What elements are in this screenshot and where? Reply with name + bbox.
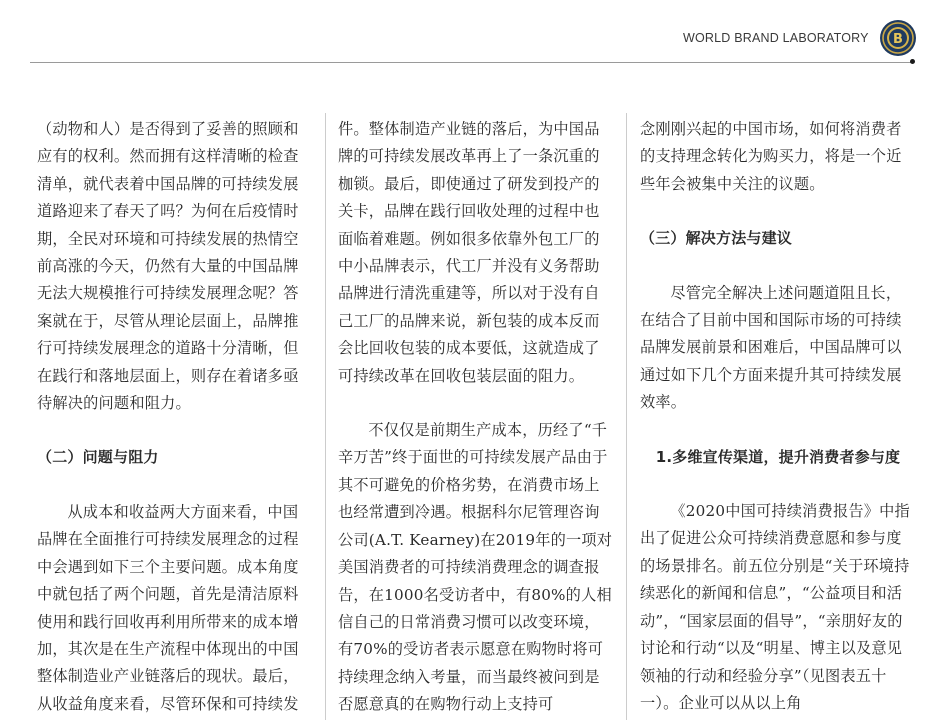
paragraph: 从成本和收益两大方面来看，中国品牌在全面推行可持续发展理念的过程中会遇到如下三个主要问题。成本角度中就包括了两个问题，首先是清洁原料使用和践行回收再利用所带来的成本增加，其次是在生产流程中体现出的中国整体制造业产业链落后的现状。最后，从收益角度来看，尽管环保和可持续发 [37,502,299,713]
brand-name: WORLD BRAND LABORATORY [683,31,869,45]
header-dot [910,59,915,64]
paragraph: 件。整体制造产业链的落后，为中国品牌的可持续发展改革再上了一条沉重的枷锁。最后，即使通过了研发到投产的关卡，品牌在践行回收处理的过程中也面临着难题。例如很多依靠外包工厂的中小品牌表示，代工厂并没有义务帮助品牌进行清洗重建等，所以对于没有自己工厂的品牌来说，新包装的成本反而会比回收包装的成本要低，这就造成了可持续改革在回收包装层面的阻力。 [338,120,600,385]
section-heading: （二）问题与阻力 [37,448,159,467]
paragraph: 《2020中国可持续消费报告》中指出了促进公众可持续消费意愿和参与度的场景排名。前五位分别是“关于环境持续恶化的新闻和信息”，“公益项目和活动”，“国家层面的倡导”，“亲朋好友的讨论和行动“以及“明星、博主以及意见领袖的行动和经验分享”（见图表五十一）。企业可以从以上角 [640,502,910,712]
logo-letter: B [893,32,903,47]
paragraph: （动物和人）是否得到了妥善的照顾和应有的权利。然而拥有这样清晰的检查清单，就代表着中国品牌的可持续发展道路迎来了春天了吗？为何在后疫情时期，全民对环境和可持续发展的热情空前高涨的今天，仍然有大量的中国品牌无法大规模推行可持续发展理念呢？答案就在于，尽管从理论层面上，品牌推行可持续发展理念的道路十分清晰，但在践行和落地层面上，则存在着诸多亟待解决的问题和阻力。 [37,120,299,413]
section-heading: （三）解决方法与建议 [640,229,793,248]
text-column-1 [37,116,313,718]
text-column-2 [338,116,614,719]
header-rule [30,62,912,63]
text-column-3 [640,116,916,717]
paragraph: 不仅仅是前期生产成本，历经了“千辛万苦”终于面世的可持续发展产品由于其不可避免的价格劣势，在消费市场上也经常遭到冷遇。根据科尔尼管理咨询公司(A.T. Kearney)在2019年的一项对美国消费者的可持续消费理念的调查报告，在1000名受访者中，有80%的人相信自己的日常消费习惯可以改变环境，有70%的受访者表示愿意在购物时将可持续理念纳入考量，而当最终被问到是否愿意真的在购物行动上支持可 [338,421,613,714]
subsection-heading: 1.多维宣传渠道，提升消费者参与度 [655,447,901,466]
paragraph: 念刚刚兴起的中国市场，如何将消费者的支持理念转化为购买力，将是一个近些年会被集中关注的议题。 [640,120,902,193]
paragraph: 尽管完全解决上述问题道阻且长，在结合了目前中国和国际市场的可持续品牌发展前景和困难后，中国品牌可以通过如下几个方面来提升其可持续发展效率。 [640,283,902,412]
column-divider [325,113,326,720]
column-divider [626,113,627,720]
brand-logo-icon [879,19,917,57]
